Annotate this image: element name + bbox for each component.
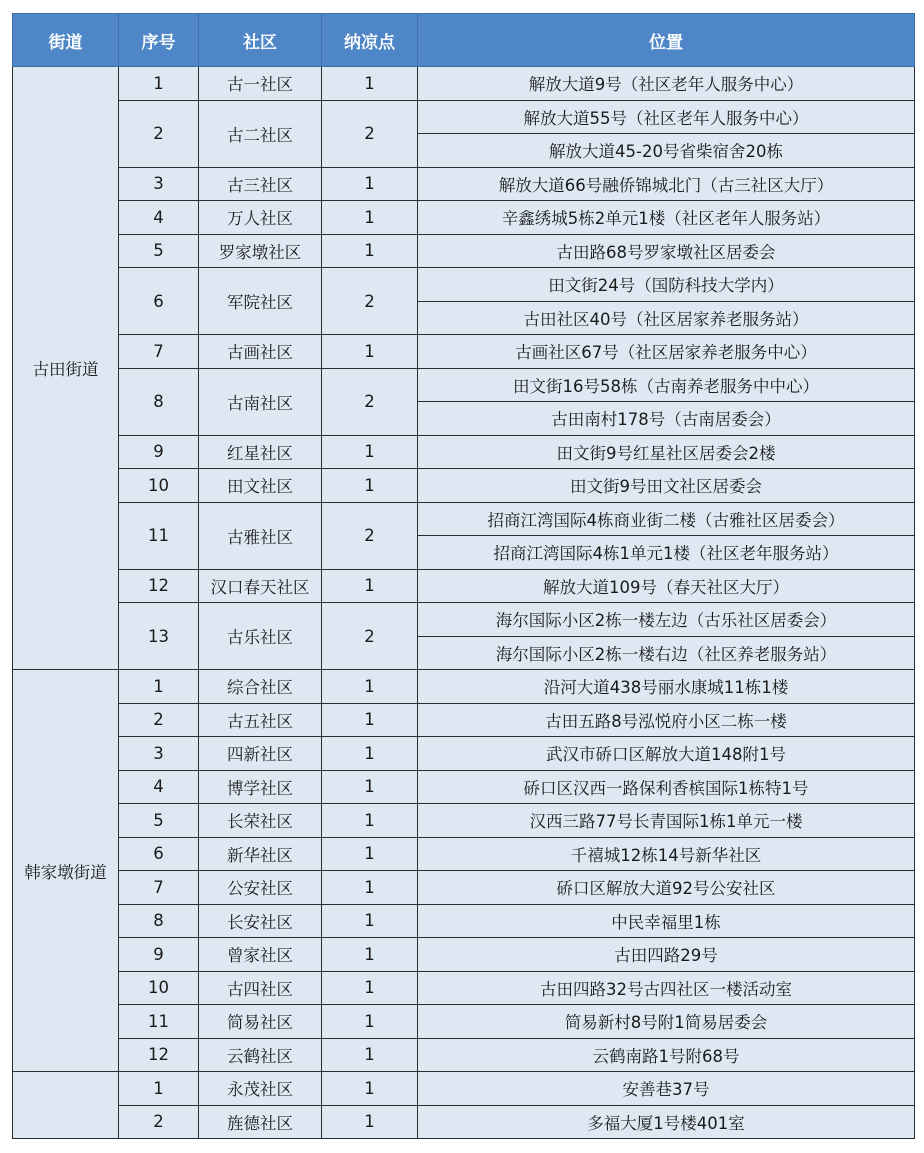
- number-cell: 8: [119, 368, 199, 435]
- cooling-points-table-wrapper: [12, 13, 915, 1139]
- location-cell: 多福大厦1号楼401室: [418, 1105, 915, 1139]
- cooling-points-cell: 1: [322, 1005, 418, 1039]
- community-cell: 田文社区: [199, 469, 322, 503]
- location-cell: 解放大道9号（社区老年人服务中心）: [418, 67, 915, 101]
- location-cell: 古田南村178号（古南居委会）: [418, 402, 915, 436]
- cooling-points-cell: 1: [322, 938, 418, 972]
- number-cell: 8: [119, 904, 199, 938]
- community-cell: 博学社区: [199, 770, 322, 804]
- location-cell: 千禧城12栋14号新华社区: [418, 837, 915, 871]
- location-cell: 简易新村8号附1简易居委会: [418, 1005, 915, 1039]
- table-row: [13, 1005, 915, 1039]
- location-cell: 安善巷37号: [418, 1072, 915, 1106]
- location-cell: 古田路68号罗家墩社区居委会: [418, 234, 915, 268]
- table-row: [13, 201, 915, 235]
- number-cell: 7: [119, 335, 199, 369]
- community-cell: 古三社区: [199, 167, 322, 201]
- number-cell: 1: [119, 67, 199, 101]
- number-cell: 9: [119, 435, 199, 469]
- location-cell: 云鹤南路1号附68号: [418, 1038, 915, 1072]
- location-cell: 硚口区汉西一路保利香槟国际1栋特1号: [418, 770, 915, 804]
- table-row: [13, 1072, 915, 1106]
- header-location: 位置: [418, 14, 915, 67]
- location-cell: 辛鑫绣城5栋2单元1楼（社区老年人服务站）: [418, 201, 915, 235]
- number-cell: 2: [119, 1105, 199, 1139]
- table-row: [13, 837, 915, 871]
- cooling-points-cell: 1: [322, 871, 418, 905]
- cooling-points-cell: 1: [322, 804, 418, 838]
- header-number: 序号: [119, 14, 199, 67]
- header-cooling-points: 纳凉点: [322, 14, 418, 67]
- location-cell: 中民幸福里1栋: [418, 904, 915, 938]
- community-cell: 古一社区: [199, 67, 322, 101]
- table-row: [13, 804, 915, 838]
- number-cell: 5: [119, 234, 199, 268]
- cooling-points-cell: 1: [322, 435, 418, 469]
- location-cell: 解放大道45-20号省柴宿舍20栋: [418, 134, 915, 168]
- number-cell: 12: [119, 1038, 199, 1072]
- cooling-points-cell: 2: [322, 603, 418, 670]
- community-cell: 红星社区: [199, 435, 322, 469]
- table-row: [13, 435, 915, 469]
- table-row: [13, 335, 915, 369]
- table-row: [13, 234, 915, 268]
- header-community: 社区: [199, 14, 322, 67]
- table-row: [13, 871, 915, 905]
- location-cell: 海尔国际小区2栋一楼左边（古乐社区居委会）: [418, 603, 915, 637]
- community-cell: 古乐社区: [199, 603, 322, 670]
- number-cell: 9: [119, 938, 199, 972]
- number-cell: 5: [119, 804, 199, 838]
- community-cell: 汉口春天社区: [199, 569, 322, 603]
- table-row: [13, 1038, 915, 1072]
- cooling-points-cell: 1: [322, 67, 418, 101]
- community-cell: 古南社区: [199, 368, 322, 435]
- community-cell: 古画社区: [199, 335, 322, 369]
- table-row: [13, 904, 915, 938]
- location-cell: 海尔国际小区2栋一楼右边（社区养老服务站）: [418, 636, 915, 670]
- cooling-points-cell: 1: [322, 1105, 418, 1139]
- table-row: [13, 502, 915, 536]
- location-cell: 古田四路32号古四社区一楼活动室: [418, 971, 915, 1005]
- cooling-points-cell: 1: [322, 569, 418, 603]
- location-cell: 古田四路29号: [418, 938, 915, 972]
- number-cell: 6: [119, 837, 199, 871]
- street-cell: 古田街道: [13, 67, 119, 670]
- cooling-points-cell: 1: [322, 770, 418, 804]
- table-row: [13, 670, 915, 704]
- cooling-points-cell: 2: [322, 100, 418, 167]
- community-cell: 古五社区: [199, 703, 322, 737]
- table-header: [13, 14, 915, 67]
- table-row: [13, 67, 915, 101]
- location-cell: 招商江湾国际4栋1单元1楼（社区老年服务站）: [418, 536, 915, 570]
- cooling-points-cell: 1: [322, 335, 418, 369]
- cooling-points-cell: 1: [322, 737, 418, 771]
- community-cell: 旌德社区: [199, 1105, 322, 1139]
- cooling-points-table: [12, 13, 915, 1139]
- location-cell: 田文街9号红星社区居委会2楼: [418, 435, 915, 469]
- table-row: [13, 167, 915, 201]
- community-cell: 古雅社区: [199, 502, 322, 569]
- number-cell: 2: [119, 100, 199, 167]
- header-row: [13, 14, 915, 67]
- table-body: [13, 67, 915, 1139]
- table-row: [13, 603, 915, 637]
- location-cell: 古田社区40号（社区居家养老服务站）: [418, 301, 915, 335]
- number-cell: 3: [119, 737, 199, 771]
- table-row: [13, 100, 915, 134]
- number-cell: 12: [119, 569, 199, 603]
- community-cell: 新华社区: [199, 837, 322, 871]
- cooling-points-cell: 2: [322, 368, 418, 435]
- number-cell: 10: [119, 469, 199, 503]
- table-row: [13, 971, 915, 1005]
- cooling-points-cell: 1: [322, 201, 418, 235]
- cooling-points-cell: 1: [322, 670, 418, 704]
- cooling-points-cell: 2: [322, 268, 418, 335]
- location-cell: 田文街9号田文社区居委会: [418, 469, 915, 503]
- table-row: [13, 703, 915, 737]
- number-cell: 7: [119, 871, 199, 905]
- community-cell: 万人社区: [199, 201, 322, 235]
- table-row: [13, 938, 915, 972]
- location-cell: 解放大道109号（春天社区大厅）: [418, 569, 915, 603]
- community-cell: 四新社区: [199, 737, 322, 771]
- community-cell: 古二社区: [199, 100, 322, 167]
- community-cell: 综合社区: [199, 670, 322, 704]
- community-cell: 云鹤社区: [199, 1038, 322, 1072]
- table-row: [13, 1105, 915, 1139]
- number-cell: 13: [119, 603, 199, 670]
- table-row: [13, 469, 915, 503]
- cooling-points-cell: 1: [322, 904, 418, 938]
- community-cell: 罗家墩社区: [199, 234, 322, 268]
- table-row: [13, 737, 915, 771]
- table-row: [13, 368, 915, 402]
- community-cell: 简易社区: [199, 1005, 322, 1039]
- number-cell: 11: [119, 502, 199, 569]
- street-cell: [13, 1072, 119, 1139]
- community-cell: 长荣社区: [199, 804, 322, 838]
- cooling-points-cell: 1: [322, 1038, 418, 1072]
- location-cell: 解放大道66号融侨锦城北门（古三社区大厅）: [418, 167, 915, 201]
- location-cell: 古画社区67号（社区居家养老服务中心）: [418, 335, 915, 369]
- table-row: [13, 770, 915, 804]
- community-cell: 长安社区: [199, 904, 322, 938]
- street-cell: 韩家墩街道: [13, 670, 119, 1072]
- community-cell: 古四社区: [199, 971, 322, 1005]
- location-cell: 古田五路8号泓悦府小区二栋一楼: [418, 703, 915, 737]
- cooling-points-cell: 1: [322, 1072, 418, 1106]
- cooling-points-cell: 1: [322, 234, 418, 268]
- number-cell: 1: [119, 670, 199, 704]
- cooling-points-cell: 2: [322, 502, 418, 569]
- location-cell: 武汉市硚口区解放大道148附1号: [418, 737, 915, 771]
- location-cell: 田文街16号58栋（古南养老服务中中心）: [418, 368, 915, 402]
- number-cell: 10: [119, 971, 199, 1005]
- number-cell: 6: [119, 268, 199, 335]
- cooling-points-cell: 1: [322, 971, 418, 1005]
- number-cell: 11: [119, 1005, 199, 1039]
- community-cell: 永茂社区: [199, 1072, 322, 1106]
- community-cell: 军院社区: [199, 268, 322, 335]
- location-cell: 硚口区解放大道92号公安社区: [418, 871, 915, 905]
- header-street: 街道: [13, 14, 119, 67]
- number-cell: 4: [119, 201, 199, 235]
- number-cell: 2: [119, 703, 199, 737]
- community-cell: 曾家社区: [199, 938, 322, 972]
- cooling-points-cell: 1: [322, 167, 418, 201]
- number-cell: 1: [119, 1072, 199, 1106]
- cooling-points-cell: 1: [322, 703, 418, 737]
- table-row: [13, 268, 915, 302]
- community-cell: 公安社区: [199, 871, 322, 905]
- number-cell: 3: [119, 167, 199, 201]
- location-cell: 解放大道55号（社区老年人服务中心）: [418, 100, 915, 134]
- cooling-points-cell: 1: [322, 837, 418, 871]
- location-cell: 招商江湾国际4栋商业街二楼（古雅社区居委会）: [418, 502, 915, 536]
- location-cell: 沿河大道438号丽水康城11栋1楼: [418, 670, 915, 704]
- table-row: [13, 569, 915, 603]
- number-cell: 4: [119, 770, 199, 804]
- cooling-points-cell: 1: [322, 469, 418, 503]
- location-cell: 汉西三路77号长青国际1栋1单元一楼: [418, 804, 915, 838]
- location-cell: 田文街24号（国防科技大学内）: [418, 268, 915, 302]
